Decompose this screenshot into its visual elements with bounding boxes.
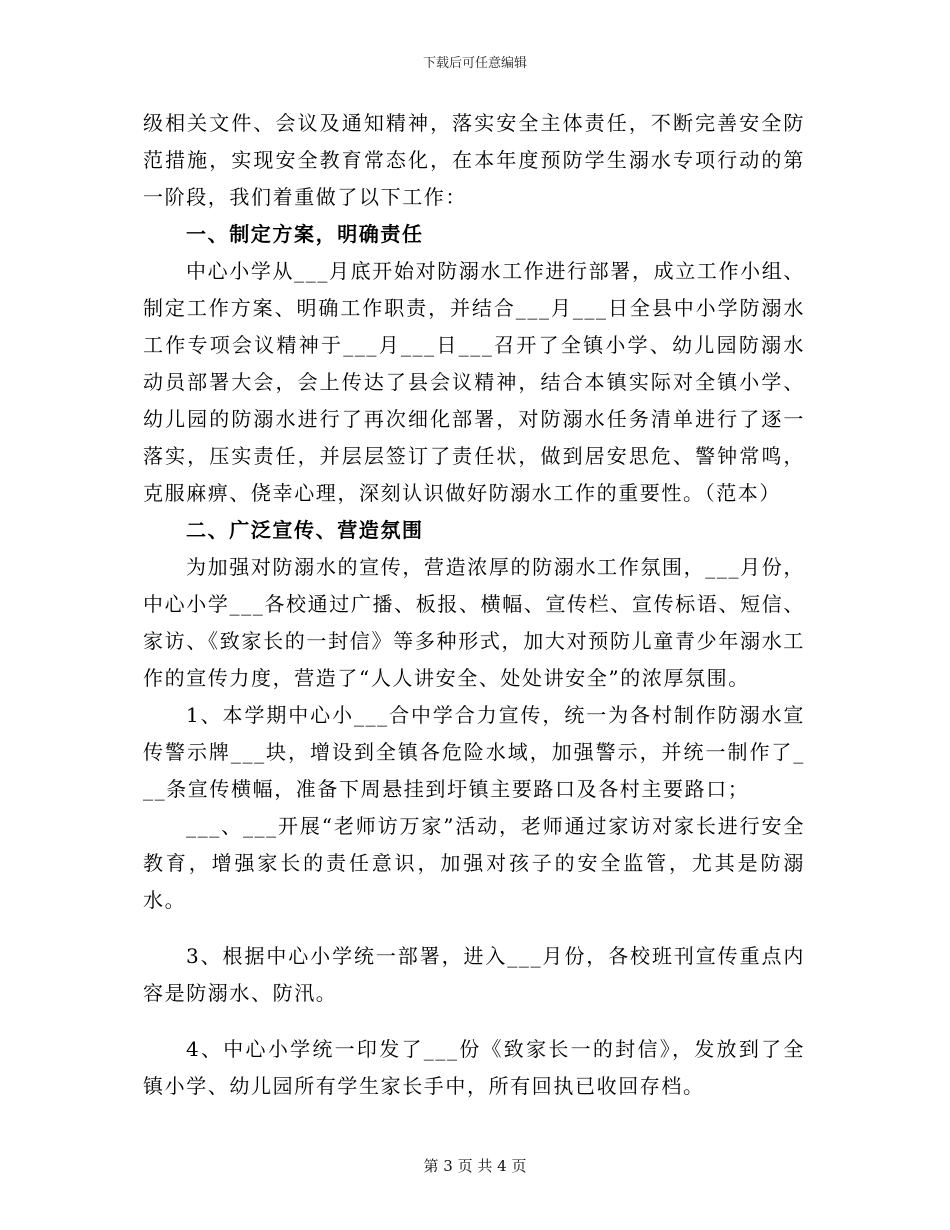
paragraph-item-4: 4、中心小学统一印发了___份《致家长一的封信》，发放到了全镇小学、幼儿园所有学生家长手中，所有回执已收回存档。 — [143, 1037, 805, 1098]
document-body — [143, 105, 805, 1105]
section-heading-2: 二、广泛宣传、营造氛围 — [186, 518, 424, 542]
paragraph-publicity: 为加强对防溺水的宣传，营造浓厚的防溺水工作氛围，___月份，中心小学___各校通过广播、板报、横幅、宣传栏、宣传标语、短信、家访、《致家长的一封信》等多种形式，加大对预防儿童青少年溺水工作的宣传力度，营造了“人人讲安全、处处讲安全”的浓厚氛围。 — [143, 555, 805, 690]
paragraph-item-3: 3、根据中心小学统一部署，进入___月份，各校班刊宣传重点内容是防溺水、防汛。 — [143, 944, 805, 1005]
paragraph-item-1: 1、本学期中心小___合中学合力宣传，统一为各村制作防溺水宣传警示牌___块，增设到全镇各危险水域，加强警示，并统一制作了___条宣传横幅，准备下周悬挂到圩镇主要路口及各村主要路口； — [143, 703, 805, 801]
page-number: 第 3 页 共 4 页 — [423, 1157, 527, 1175]
paragraph-gap — [143, 919, 805, 938]
paragraph-plan: 中心小学从___月底开始对防溺水工作进行部署，成立工作小组、制定工作方案、明确工作职责，并结合___月___日全县中小学防溺水工作专项会议精神于___月___日___召开了全镇小学、幼儿园防溺水动员部署大会，会上传达了县会议精神，结合本镇实际对全镇小学、幼儿园的防溺水进行了再次细化部署，对防溺水任务清单进行了逐一落实，压实责任，并层层签订了责任状，做到居安思危、警钟常鸣，克服麻痹、侥幸心理，深刻认识做好防溺水工作的重要性。（范本） — [143, 259, 805, 505]
section-heading-1: 一、制定方案，明确责任 — [186, 222, 424, 246]
paragraph-gap — [143, 1012, 805, 1031]
paragraph-intro: 级相关文件、会议及通知精神，落实安全主体责任，不断完善安全防范措施，实现安全教育常态化，在本年度预防学生溺水专项行动的第一阶段，我们着重做了以下工作： — [143, 111, 805, 209]
page-header: 下载后可任意编辑 — [422, 56, 527, 71]
paragraph-item-2: ___、___开展“老师访万家”活动，老师通过家访对家长进行安全教育，增强家长的责任意识，加强对孩子的安全监管，尤其是防溺水。 — [143, 814, 805, 912]
